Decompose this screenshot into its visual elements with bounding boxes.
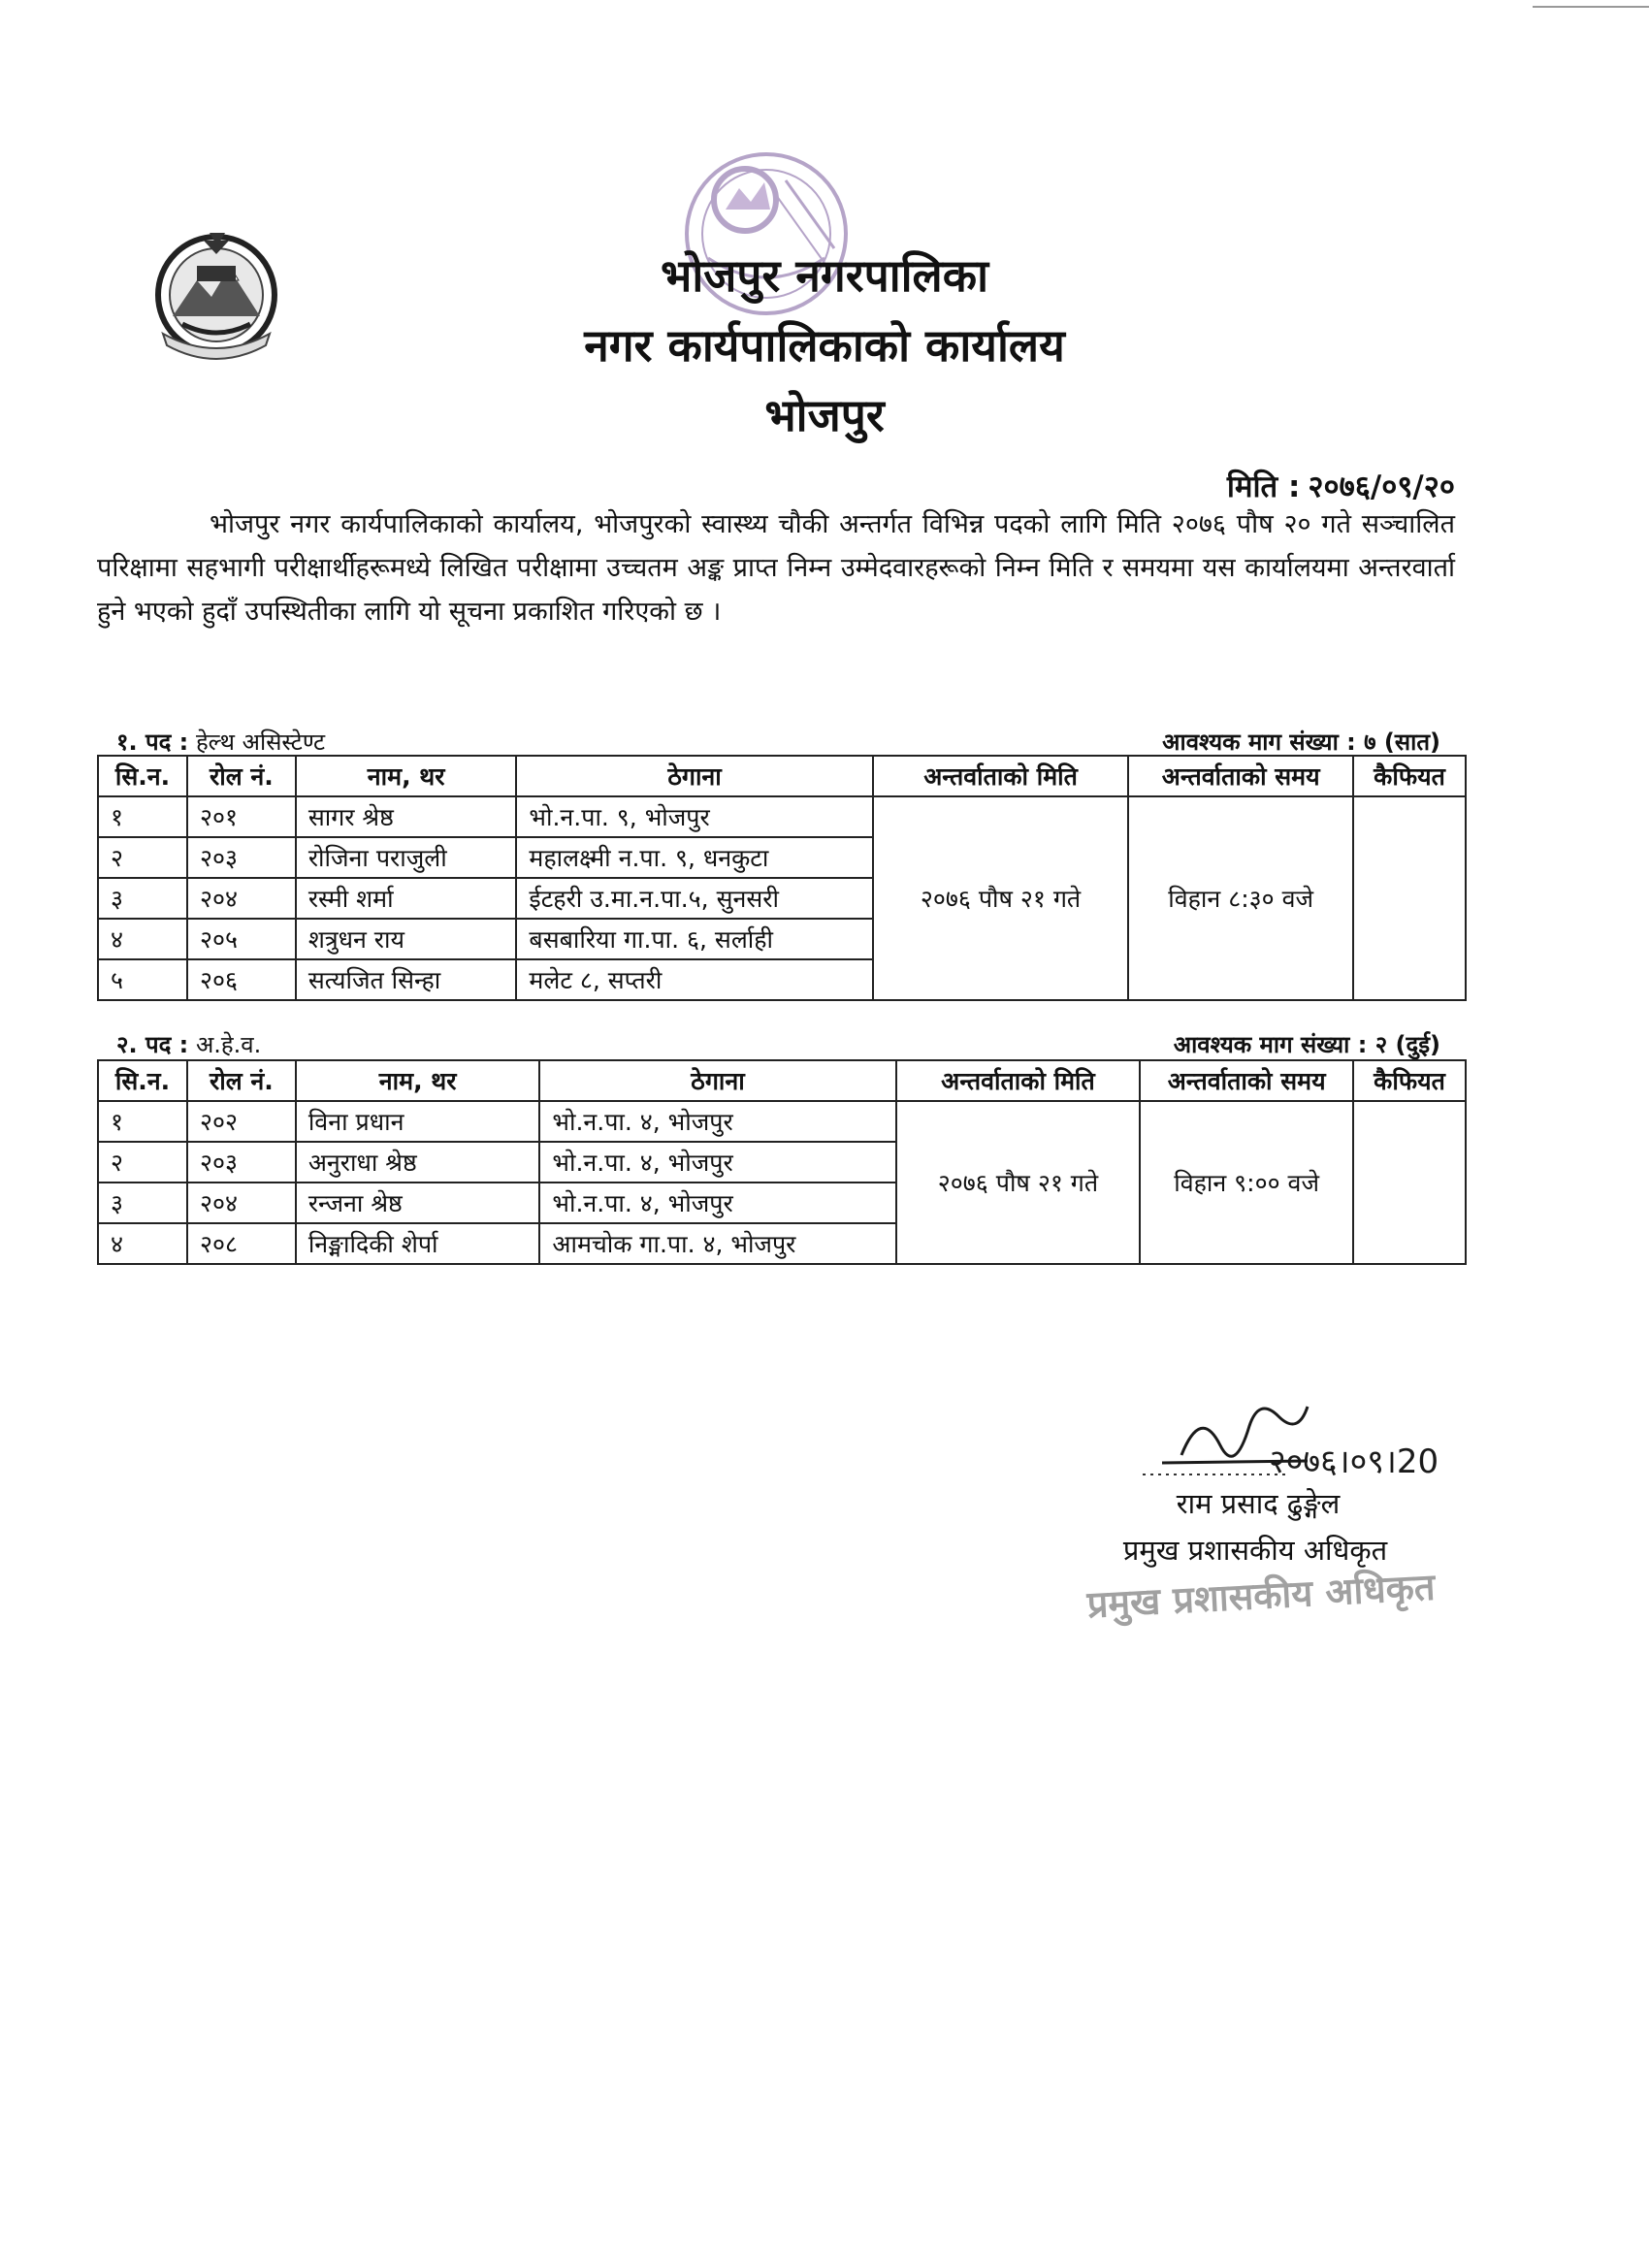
cell-address: भो.न.पा. ४, भोजपुर <box>539 1101 895 1142</box>
cell-name: सत्यजित सिन्हा <box>296 959 517 1000</box>
date-value: २०७६/०९/२० <box>1308 470 1455 504</box>
cell-sn: ४ <box>98 1223 187 1264</box>
cell-sn: २ <box>98 837 187 878</box>
cell-name: शत्रुधन राय <box>296 919 517 959</box>
cell-name: अनुराधा श्रेष्ठ <box>296 1142 540 1183</box>
cell-sn: २ <box>98 1142 187 1183</box>
col-address: ठेगाना <box>539 1060 895 1101</box>
cell-name: रस्मी शर्मा <box>296 878 517 919</box>
signatory-title: प्रमुख प्रशासकीय अधिकृत <box>1122 1534 1388 1567</box>
section-2-prefix: २. पद : <box>116 1031 189 1058</box>
cell-address: भो.न.पा. ९, भोजपुर <box>516 796 872 837</box>
cell-sn: ४ <box>98 919 187 959</box>
notice-date <box>1219 466 1455 506</box>
table-row <box>98 796 1466 837</box>
cell-name: रन्जना श्रेष्ठ <box>296 1183 540 1223</box>
table-row <box>98 1101 1466 1142</box>
designation-stamp: प्रमुख प्रशासकीय अधिकृत <box>1085 1565 1437 1627</box>
cell-address: बसबारिया गा.पा. ६, सर्लाही <box>516 919 872 959</box>
cell-roll: २०३ <box>187 1142 296 1183</box>
cell-roll: २०६ <box>187 959 296 1000</box>
cell-interview-time: विहान ८:३० वजे <box>1128 796 1353 1000</box>
col-interview-time: अन्तर्वाताको समय <box>1140 1060 1353 1101</box>
scan-edge-line <box>1533 6 1649 8</box>
col-sn: सि.न. <box>98 1060 187 1101</box>
section-1-post: हेल्थ असिस्टेण्ट <box>195 729 326 756</box>
section-1-demand: आवश्यक माग संख्या : ७ (सात) <box>1162 729 1440 756</box>
cell-name: विना प्रधान <box>296 1101 540 1142</box>
cell-address: भो.न.पा. ४, भोजपुर <box>539 1142 895 1183</box>
cell-interview-date: २०७६ पौष २१ गते <box>896 1101 1141 1264</box>
col-roll: रोल नं. <box>187 756 296 796</box>
cell-roll: २०५ <box>187 919 296 959</box>
cell-interview-date: २०७६ पौष २१ गते <box>873 796 1129 1000</box>
section-2-post: अ.हे.व. <box>195 1031 262 1058</box>
col-interview-time: अन्तर्वाताको समय <box>1128 756 1353 796</box>
cell-sn: १ <box>98 796 187 837</box>
cell-roll: २०३ <box>187 837 296 878</box>
cell-remarks <box>1353 1101 1466 1264</box>
cell-address: भो.न.पा. ४, भोजपुर <box>539 1183 895 1223</box>
handwritten-date: २०७६।०९।20 <box>1269 1442 1439 1481</box>
office-name: भोजपुर नगरपालिका <box>661 249 988 302</box>
col-interview-date: अन्तर्वाताको मिति <box>896 1060 1141 1101</box>
cell-name: रोजिना पराजुली <box>296 837 517 878</box>
cell-name: निङ्मादिकी शेर्पा <box>296 1223 540 1264</box>
cell-roll: २०८ <box>187 1223 296 1264</box>
col-remarks: कैफियत <box>1353 1060 1466 1101</box>
cell-name: सागर श्रेष्ठ <box>296 796 517 837</box>
col-remarks: कैफियत <box>1353 756 1466 796</box>
office-subtitle: नगर कार्यपालिकाको कार्यालय <box>584 319 1065 372</box>
date-label: मिति : <box>1226 470 1301 504</box>
col-address: ठेगाना <box>516 756 872 796</box>
section-1-prefix: १. पद : <box>116 729 189 756</box>
section-1-table <box>97 755 1467 1001</box>
cell-sn: ३ <box>98 1183 187 1223</box>
cell-address: मलेट ८, सप्तरी <box>516 959 872 1000</box>
cell-interview-time: विहान ९:०० वजे <box>1140 1101 1353 1264</box>
office-location: भोजपुर <box>764 389 885 441</box>
col-interview-date: अन्तर्वाताको मिति <box>873 756 1129 796</box>
col-name: नाम, थर <box>296 756 517 796</box>
cell-sn: १ <box>98 1101 187 1142</box>
col-sn: सि.न. <box>98 756 187 796</box>
cell-address: आमचोक गा.पा. ४, भोजपुर <box>539 1223 895 1264</box>
cell-roll: २०२ <box>187 1101 296 1142</box>
table-header-row <box>98 756 1466 796</box>
cell-address: ईटहरी उ.मा.न.पा.५, सुनसरी <box>516 878 872 919</box>
cell-address: महालक्ष्मी न.पा. ९, धनकुटा <box>516 837 872 878</box>
section-2-demand: आवश्यक माग संख्या : २ (दुई) <box>1173 1031 1440 1058</box>
table-header-row <box>98 1060 1466 1101</box>
cell-remarks <box>1353 796 1466 1000</box>
section-2-title <box>116 1028 261 1060</box>
cell-sn: ५ <box>98 959 187 1000</box>
cell-roll: २०४ <box>187 1183 296 1223</box>
signatory-name: राम प्रसाद ढुङ्गेल <box>1176 1487 1341 1520</box>
cell-sn: ३ <box>98 878 187 919</box>
cell-roll: २०१ <box>187 796 296 837</box>
notice-body: भोजपुर नगर कार्यपालिकाको कार्यालय, भोजपुरको स्वास्थ्य चौकी अन्तर्गत विभिन्न पदको लागि मिति २०७६ पौष २० गते सञ्चालित परिक्षामा सहभागी परीक्षार्थीहरूमध्ये लिखित परीक्षामा उच्चतम अङ्क प्राप्त निम्न उम्मेदवारहरूको निम्न मिति र समयमा यस कार्यालयमा अन्तरवार्ता हुने भएको हुदाँ उपस्थितीका लागि यो सूचना प्रकाशित गरिएको छ । <box>97 509 1455 627</box>
section-1-title <box>116 726 325 758</box>
col-roll: रोल नं. <box>187 1060 296 1101</box>
cell-roll: २०४ <box>187 878 296 919</box>
section-2-table <box>97 1059 1467 1265</box>
col-name: नाम, थर <box>296 1060 540 1101</box>
